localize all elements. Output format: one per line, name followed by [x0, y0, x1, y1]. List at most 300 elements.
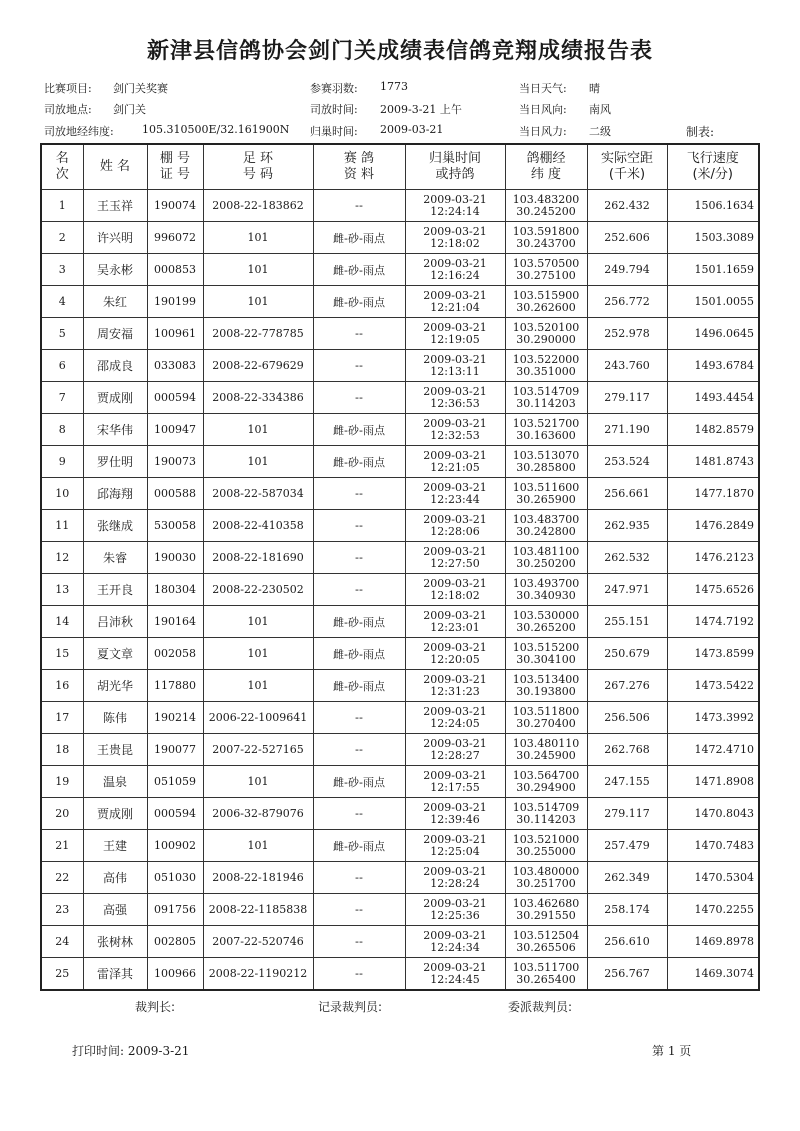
table-row — [41, 382, 759, 414]
loft-coord-cell-lat: 30.163600 — [516, 428, 576, 442]
distance-cell: 253.524 — [587, 446, 667, 478]
return-time-cell-time: 12:32:53 — [430, 428, 480, 442]
name-cell: 雷泽其 — [83, 958, 147, 991]
loft-coord-cell — [505, 798, 587, 830]
rank-cell: 20 — [41, 798, 83, 830]
return-time-cell — [405, 766, 505, 798]
name-cell: 吕沛秋 — [83, 606, 147, 638]
speed-cell: 1493.4454 — [667, 382, 759, 414]
rank-cell: 16 — [41, 670, 83, 702]
loft-coord-cell-lon: 103.522000 — [512, 352, 580, 366]
meta-release-time — [310, 101, 462, 117]
table-row — [41, 542, 759, 574]
loft-cell: 190030 — [147, 542, 203, 574]
name-cell: 罗仕明 — [83, 446, 147, 478]
distance-cell: 249.794 — [587, 254, 667, 286]
speed-cell: 1474.7192 — [667, 606, 759, 638]
rank-cell: 9 — [41, 446, 83, 478]
loft-coord-cell-lon: 103.520100 — [512, 320, 580, 334]
loft-coord-cell-lon: 103.591800 — [512, 224, 580, 238]
loft-cell: 051059 — [147, 766, 203, 798]
loft-coord-cell-lat: 30.265900 — [516, 492, 576, 506]
return-time-cell — [405, 798, 505, 830]
speed-cell: 1473.3992 — [667, 702, 759, 734]
loft-coord-cell-lon: 103.511700 — [512, 960, 580, 974]
speed-cell: 1470.5304 — [667, 862, 759, 894]
pigeon-info-cell: -- — [313, 478, 405, 510]
distance-cell: 252.606 — [587, 222, 667, 254]
return-value: 2009-03-21 — [380, 123, 444, 136]
return-time-cell-date: 2009-03-21 — [423, 896, 487, 910]
return-time-cell-date: 2009-03-21 — [423, 640, 487, 654]
print-time: 打印时间: 2009-3-21 — [72, 1044, 190, 1058]
ring-cell: 2008-22-230502 — [203, 574, 313, 606]
loft-coord-cell-lat: 30.304100 — [516, 652, 576, 666]
loft-coord-cell-lon: 103.514709 — [512, 800, 580, 814]
distance-cell: 262.432 — [587, 190, 667, 222]
ring-cell: 2008-22-183862 — [203, 190, 313, 222]
return-time-cell-date: 2009-03-21 — [423, 544, 487, 558]
speed-cell: 1470.8043 — [667, 798, 759, 830]
name-cell: 温泉 — [83, 766, 147, 798]
loft-cell: 180304 — [147, 574, 203, 606]
rank-cell: 18 — [41, 734, 83, 766]
ring-cell: 2007-22-527165 — [203, 734, 313, 766]
loft-cell: 100966 — [147, 958, 203, 991]
pigeon-info-cell: -- — [313, 798, 405, 830]
return-time-cell-date: 2009-03-21 — [423, 224, 487, 238]
distance-cell: 256.610 — [587, 926, 667, 958]
loft-coord-cell-lon: 103.480000 — [512, 864, 580, 878]
loft-cell: 100947 — [147, 414, 203, 446]
race-value: 剑门关奖赛 — [113, 82, 168, 95]
table-row — [41, 350, 759, 382]
rank-cell: 10 — [41, 478, 83, 510]
loft-cell: 002058 — [147, 638, 203, 670]
pigeon-info-cell: -- — [313, 574, 405, 606]
pigeon-info-cell: -- — [313, 190, 405, 222]
return-time-cell-time: 12:28:06 — [430, 524, 480, 538]
return-time-cell — [405, 958, 505, 991]
loft-coord-cell-lat: 30.255000 — [516, 844, 576, 858]
loft-coord-cell — [505, 734, 587, 766]
loft-coord-cell-lon: 103.570500 — [512, 256, 580, 270]
return-time-cell-time: 12:36:53 — [430, 396, 480, 410]
return-time-cell-date: 2009-03-21 — [423, 960, 487, 974]
loft-coord-cell-lat: 30.250200 — [516, 556, 576, 570]
results-table — [40, 143, 760, 991]
return-time-cell — [405, 830, 505, 862]
table-row — [41, 766, 759, 798]
rank-cell: 7 — [41, 382, 83, 414]
meta-race — [44, 80, 168, 96]
return-time-cell-date: 2009-03-21 — [423, 608, 487, 622]
pigeon-info-cell: 雌-砂-雨点 — [313, 222, 405, 254]
maker-label: 制表: — [686, 125, 715, 139]
loft-cell: 100961 — [147, 318, 203, 350]
return-time-cell-date: 2009-03-21 — [423, 672, 487, 686]
return-time-cell-time: 12:16:24 — [430, 268, 480, 282]
loft-coord-cell-lon: 103.521700 — [512, 416, 580, 430]
loft-coord-cell — [505, 542, 587, 574]
header-distance: 实际空距 (千米) — [587, 144, 667, 190]
wind-dir-value: 南风 — [589, 103, 611, 116]
distance-cell: 262.935 — [587, 510, 667, 542]
wind-force-value: 二级 — [589, 125, 611, 138]
distance-cell: 262.532 — [587, 542, 667, 574]
name-cell: 贾成刚 — [83, 382, 147, 414]
table-body — [41, 190, 759, 991]
ring-cell: 101 — [203, 286, 313, 318]
loft-coord-cell-lat: 30.285800 — [516, 460, 576, 474]
speed-cell: 1476.2123 — [667, 542, 759, 574]
name-cell: 夏文章 — [83, 638, 147, 670]
loft-cell: 091756 — [147, 894, 203, 926]
return-time-cell-time: 12:23:01 — [430, 620, 480, 634]
distance-cell: 252.978 — [587, 318, 667, 350]
return-time-cell — [405, 734, 505, 766]
return-time-cell — [405, 862, 505, 894]
loft-coord-cell-lon: 103.481100 — [512, 544, 580, 558]
loft-coord-cell — [505, 510, 587, 542]
loft-coord-cell-lat: 30.193800 — [516, 684, 576, 698]
ring-cell: 2008-22-334386 — [203, 382, 313, 414]
distance-cell: 279.117 — [587, 382, 667, 414]
header-coord: 鸽棚经 纬 度 — [505, 144, 587, 190]
rank-cell: 6 — [41, 350, 83, 382]
rank-cell: 3 — [41, 254, 83, 286]
rank-cell: 19 — [41, 766, 83, 798]
pigeon-info-cell: 雌-砂-雨点 — [313, 286, 405, 318]
header-rank: 名 次 — [41, 144, 83, 190]
loft-coord-cell-lon: 103.513070 — [512, 448, 580, 462]
ring-cell: 2008-22-181946 — [203, 862, 313, 894]
name-cell: 王玉祥 — [83, 190, 147, 222]
name-cell: 张继成 — [83, 510, 147, 542]
ring-cell: 2008-22-587034 — [203, 478, 313, 510]
ring-cell: 2006-32-879076 — [203, 798, 313, 830]
return-time-cell-time: 12:23:44 — [430, 492, 480, 506]
distance-cell: 255.151 — [587, 606, 667, 638]
return-time-cell-time: 12:17:55 — [430, 780, 480, 794]
return-time-cell — [405, 190, 505, 222]
loft-cell: 190073 — [147, 446, 203, 478]
return-time-cell-time: 12:25:04 — [430, 844, 480, 858]
coords-value: 105.310500E/32.161900N — [142, 123, 290, 136]
table-row — [41, 894, 759, 926]
loft-coord-cell-lat: 30.262600 — [516, 300, 576, 314]
pigeon-info-cell: -- — [313, 734, 405, 766]
return-time-cell-time: 12:24:34 — [430, 940, 480, 954]
name-cell: 朱睿 — [83, 542, 147, 574]
speed-cell: 1477.1870 — [667, 478, 759, 510]
loft-cell: 000594 — [147, 382, 203, 414]
name-cell: 吴永彬 — [83, 254, 147, 286]
speed-cell: 1493.6784 — [667, 350, 759, 382]
rank-cell: 24 — [41, 926, 83, 958]
pigeon-info-cell: -- — [313, 350, 405, 382]
loft-coord-cell — [505, 606, 587, 638]
loft-coord-cell — [505, 382, 587, 414]
return-time-cell-time: 12:25:36 — [430, 908, 480, 922]
rank-cell: 12 — [41, 542, 83, 574]
loft-cell: 190074 — [147, 190, 203, 222]
speed-cell: 1506.1634 — [667, 190, 759, 222]
return-time-cell-time: 12:18:02 — [430, 588, 480, 602]
loft-coord-cell — [505, 574, 587, 606]
return-time-cell-date: 2009-03-21 — [423, 448, 487, 462]
loft-cell: 190214 — [147, 702, 203, 734]
distance-cell: 250.679 — [587, 638, 667, 670]
name-cell: 王建 — [83, 830, 147, 862]
table-row — [41, 190, 759, 222]
delegate-referee-label: 委派裁判员: — [508, 1000, 573, 1014]
table-row — [41, 670, 759, 702]
table-row — [41, 638, 759, 670]
wind-force-label: 当日风力: — [519, 125, 567, 138]
rank-cell: 21 — [41, 830, 83, 862]
loft-coord-cell — [505, 702, 587, 734]
ring-cell: 101 — [203, 670, 313, 702]
loft-coord-cell-lat: 30.351000 — [516, 364, 576, 378]
return-time-cell-date: 2009-03-21 — [423, 416, 487, 430]
loft-cell: 002805 — [147, 926, 203, 958]
meta-return — [310, 123, 444, 139]
loft-coord-cell — [505, 926, 587, 958]
distance-cell: 267.276 — [587, 670, 667, 702]
loft-cell: 996072 — [147, 222, 203, 254]
return-time-cell-time: 12:18:02 — [430, 236, 480, 250]
return-time-cell — [405, 638, 505, 670]
loft-coord-cell — [505, 766, 587, 798]
name-cell: 胡光华 — [83, 670, 147, 702]
rank-cell: 13 — [41, 574, 83, 606]
table-row — [41, 446, 759, 478]
speed-cell: 1471.8908 — [667, 766, 759, 798]
loft-cell: 033083 — [147, 350, 203, 382]
loft-cell: 000594 — [147, 798, 203, 830]
table-row — [41, 254, 759, 286]
name-cell: 张树林 — [83, 926, 147, 958]
loft-coord-cell-lat: 30.243700 — [516, 236, 576, 250]
distance-cell: 279.117 — [587, 798, 667, 830]
return-time-cell — [405, 606, 505, 638]
name-cell: 高伟 — [83, 862, 147, 894]
pigeon-info-cell: -- — [313, 862, 405, 894]
speed-cell: 1473.5422 — [667, 670, 759, 702]
ring-cell: 2008-22-778785 — [203, 318, 313, 350]
release-time-value: 2009-3-21 上午 — [380, 103, 462, 116]
table-row — [41, 798, 759, 830]
pigeon-info-cell: 雌-砂-雨点 — [313, 446, 405, 478]
return-time-cell-date: 2009-03-21 — [423, 800, 487, 814]
ring-cell: 101 — [203, 446, 313, 478]
loft-coord-cell-lon: 103.483700 — [512, 512, 580, 526]
ring-cell: 2008-22-1185838 — [203, 894, 313, 926]
ring-cell: 2008-22-1190212 — [203, 958, 313, 991]
distance-cell: 271.190 — [587, 414, 667, 446]
return-time-cell — [405, 926, 505, 958]
table-row — [41, 478, 759, 510]
loft-coord-cell-lat: 30.245900 — [516, 748, 576, 762]
table-row — [41, 958, 759, 991]
loft-coord-cell — [505, 830, 587, 862]
return-time-cell — [405, 670, 505, 702]
ring-cell: 2006-22-1009641 — [203, 702, 313, 734]
return-time-cell-date: 2009-03-21 — [423, 192, 487, 206]
loft-coord-cell-lat: 30.265506 — [516, 940, 576, 954]
loft-coord-cell-lat: 30.275100 — [516, 268, 576, 282]
distance-cell: 243.760 — [587, 350, 667, 382]
count-value: 1773 — [380, 80, 408, 93]
loft-cell: 051030 — [147, 862, 203, 894]
meta-count — [310, 80, 408, 96]
return-time-cell-date: 2009-03-21 — [423, 288, 487, 302]
loft-coord-cell-lat: 30.114203 — [516, 812, 576, 826]
pigeon-info-cell: 雌-砂-雨点 — [313, 606, 405, 638]
pigeon-info-cell: -- — [313, 382, 405, 414]
return-time-cell-date: 2009-03-21 — [423, 384, 487, 398]
ring-cell: 101 — [203, 222, 313, 254]
distance-cell: 258.174 — [587, 894, 667, 926]
distance-cell: 262.349 — [587, 862, 667, 894]
pigeon-info-cell: -- — [313, 510, 405, 542]
loft-coord-cell-lon: 103.515900 — [512, 288, 580, 302]
loft-coord-cell-lat: 30.294900 — [516, 780, 576, 794]
name-cell: 许兴明 — [83, 222, 147, 254]
chief-referee-label: 裁判长: — [135, 1000, 176, 1014]
return-time-cell-time: 12:21:04 — [430, 300, 480, 314]
table-row — [41, 606, 759, 638]
speed-cell: 1476.2849 — [667, 510, 759, 542]
loft-coord-cell — [505, 414, 587, 446]
loft-coord-cell — [505, 958, 587, 991]
rank-cell: 25 — [41, 958, 83, 991]
distance-cell: 247.155 — [587, 766, 667, 798]
loft-coord-cell — [505, 446, 587, 478]
pigeon-info-cell: -- — [313, 926, 405, 958]
return-time-cell-time: 12:24:45 — [430, 972, 480, 986]
loft-coord-cell-lat: 30.114203 — [516, 396, 576, 410]
name-cell: 高强 — [83, 894, 147, 926]
loft-coord-cell — [505, 286, 587, 318]
header-time: 归巢时间 或持鸽 — [405, 144, 505, 190]
speed-cell: 1470.7483 — [667, 830, 759, 862]
loft-coord-cell-lon: 103.511800 — [512, 704, 580, 718]
distance-cell: 262.768 — [587, 734, 667, 766]
loft-coord-cell-lon: 103.514709 — [512, 384, 580, 398]
return-time-cell — [405, 350, 505, 382]
rank-cell: 17 — [41, 702, 83, 734]
loft-coord-cell — [505, 478, 587, 510]
return-time-cell-date: 2009-03-21 — [423, 704, 487, 718]
pigeon-info-cell: 雌-砂-雨点 — [313, 670, 405, 702]
return-time-cell — [405, 286, 505, 318]
return-time-cell-time: 12:24:05 — [430, 716, 480, 730]
return-time-cell-date: 2009-03-21 — [423, 512, 487, 526]
ring-cell: 101 — [203, 414, 313, 446]
return-time-cell — [405, 414, 505, 446]
wind-dir-label: 当日风向: — [519, 103, 567, 116]
speed-cell: 1473.8599 — [667, 638, 759, 670]
pigeon-info-cell: 雌-砂-雨点 — [313, 766, 405, 798]
rank-cell: 22 — [41, 862, 83, 894]
loft-coord-cell — [505, 318, 587, 350]
return-time-cell — [405, 318, 505, 350]
header-name: 姓 名 — [83, 144, 147, 190]
loft-coord-cell-lon: 103.483200 — [512, 192, 580, 206]
loft-coord-cell — [505, 670, 587, 702]
return-time-cell — [405, 222, 505, 254]
speed-cell: 1475.6526 — [667, 574, 759, 606]
table-header-row — [41, 144, 759, 190]
return-time-cell-time: 12:28:24 — [430, 876, 480, 890]
ring-cell: 101 — [203, 766, 313, 798]
return-time-cell — [405, 478, 505, 510]
speed-cell: 1470.2255 — [667, 894, 759, 926]
ring-cell: 2008-22-181690 — [203, 542, 313, 574]
return-time-cell-date: 2009-03-21 — [423, 832, 487, 846]
table-row — [41, 286, 759, 318]
table-row — [41, 702, 759, 734]
rank-cell: 11 — [41, 510, 83, 542]
loft-coord-cell-lon: 103.515200 — [512, 640, 580, 654]
loft-coord-cell-lat: 30.265400 — [516, 972, 576, 986]
pigeon-info-cell: -- — [313, 318, 405, 350]
return-time-cell — [405, 894, 505, 926]
return-time-cell-date: 2009-03-21 — [423, 256, 487, 270]
return-time-cell-date: 2009-03-21 — [423, 768, 487, 782]
meta-release-site — [44, 101, 146, 117]
return-time-cell-date: 2009-03-21 — [423, 320, 487, 334]
name-cell: 周安福 — [83, 318, 147, 350]
rank-cell: 5 — [41, 318, 83, 350]
name-cell: 贾成刚 — [83, 798, 147, 830]
rank-cell: 15 — [41, 638, 83, 670]
loft-coord-cell — [505, 350, 587, 382]
loft-coord-cell-lat: 30.270400 — [516, 716, 576, 730]
release-site-value: 剑门关 — [113, 103, 146, 116]
name-cell: 陈伟 — [83, 702, 147, 734]
meta-wind-force — [519, 123, 611, 139]
return-time-cell-date: 2009-03-21 — [423, 736, 487, 750]
table-row — [41, 734, 759, 766]
loft-coord-cell-lon: 103.521000 — [512, 832, 580, 846]
loft-coord-cell-lat: 30.291550 — [516, 908, 576, 922]
return-time-cell-date: 2009-03-21 — [423, 352, 487, 366]
loft-coord-cell-lat: 30.245200 — [516, 204, 576, 218]
return-time-cell-date: 2009-03-21 — [423, 928, 487, 942]
pigeon-info-cell: -- — [313, 542, 405, 574]
ring-cell: 101 — [203, 254, 313, 286]
loft-coord-cell — [505, 862, 587, 894]
speed-cell: 1501.0055 — [667, 286, 759, 318]
weather-label: 当日天气: — [519, 82, 567, 95]
rank-cell: 4 — [41, 286, 83, 318]
distance-cell: 256.772 — [587, 286, 667, 318]
ring-cell: 101 — [203, 638, 313, 670]
pigeon-info-cell: 雌-砂-雨点 — [313, 638, 405, 670]
return-time-cell — [405, 382, 505, 414]
table-row — [41, 574, 759, 606]
speed-cell: 1482.8579 — [667, 414, 759, 446]
pigeon-info-cell: -- — [313, 958, 405, 991]
loft-cell: 190164 — [147, 606, 203, 638]
table-row — [41, 830, 759, 862]
coords-label: 司放地经纬度: — [44, 125, 114, 138]
loft-coord-cell-lat: 30.290000 — [516, 332, 576, 346]
return-time-cell-time: 12:31:23 — [430, 684, 480, 698]
